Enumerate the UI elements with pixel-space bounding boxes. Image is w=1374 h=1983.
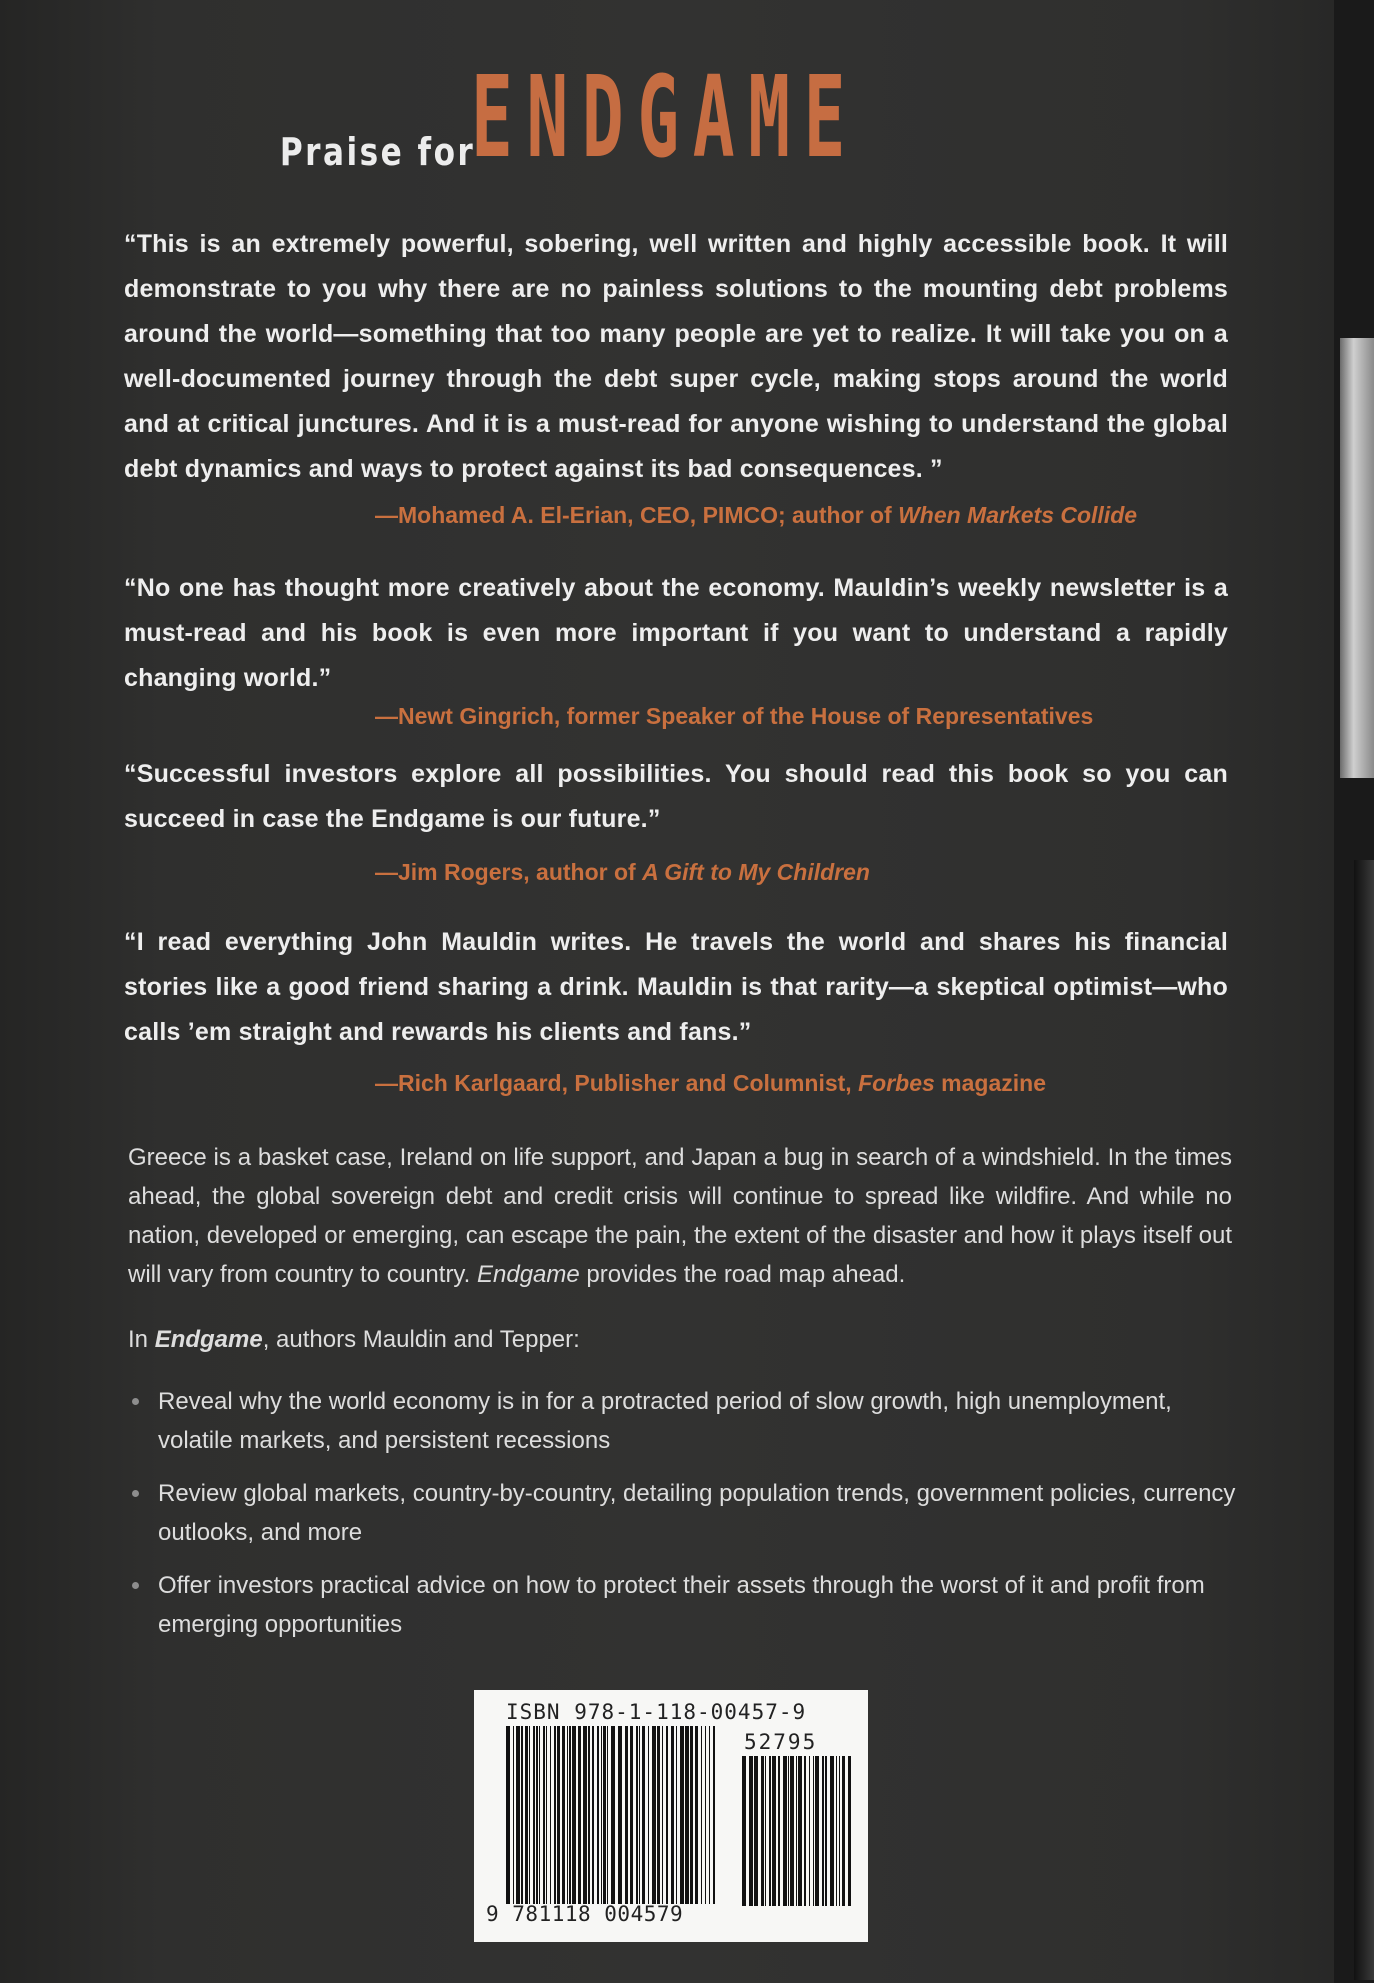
quote-el-erian: “This is an extremely powerful, sobering, well written and highly accessible book. It will demonstrate to you why there are no painless solutions to the mounting debt problems around the world—something that too many people are yet to realize. It will take you on a well-documented journey through the debt super cycle, making stops around the world and at critical junctures. And it is a must-read for anyone wishing to understand the global debt dynamics and ways to protect against its bad consequences. ” <box>124 230 1228 483</box>
barcode-bar <box>676 1726 677 1904</box>
barcode-bar <box>569 1726 571 1904</box>
barcode-bar <box>809 1756 810 1906</box>
barcode-bar <box>543 1726 545 1904</box>
barcode-bar <box>778 1756 780 1906</box>
barcode-bar <box>588 1726 590 1904</box>
barcode-addon-bars-icon <box>742 1756 852 1906</box>
barcode-bar <box>642 1726 645 1904</box>
barcode-bar <box>539 1726 540 1904</box>
barcode-bar <box>836 1756 837 1906</box>
barcode-bar <box>690 1726 693 1904</box>
barcode-bar <box>516 1726 520 1904</box>
barcode-bar <box>822 1756 824 1906</box>
barcode-bar <box>772 1756 776 1906</box>
barcode-bar <box>662 1726 663 1904</box>
barcode-bar <box>842 1756 845 1906</box>
barcode-bar <box>709 1726 710 1904</box>
barcode-bar <box>761 1756 764 1906</box>
barcode-bar <box>815 1756 819 1906</box>
barcode-bar <box>557 1726 560 1904</box>
list-item: Review global markets, country-by-country, detailing population trends, government policies, currency outlooks, and more <box>128 1474 1238 1552</box>
bullet-icon <box>132 1490 139 1497</box>
barcode-bar <box>529 1726 530 1904</box>
quote-gingrich: “No one has thought more creatively about the economy. Mauldin’s weekly newsletter is a must-read and his book is even more important if you want to understand a rapidly changing world.” <box>124 574 1228 692</box>
barcode-bar <box>648 1726 649 1904</box>
quote-karlgaard: “I read everything John Mauldin writes. He travels the world and shares his financial stories like a good friend sharing a drink. Mauldin is that rarity—a skeptical optimist—who calls ’em straight and rewards his clients and fans.” <box>124 928 1228 1046</box>
barcode-digits: 9 781118 004579 <box>486 1902 684 1926</box>
list-item: Reveal why the world economy is in for a protracted period of slow growth, high unemployment, volatile markets, and persistent recessions <box>128 1382 1238 1460</box>
barcode-bar <box>695 1726 698 1904</box>
barcode-bar <box>798 1756 802 1906</box>
barcode-bar <box>567 1726 568 1904</box>
barcode-bar <box>618 1726 622 1904</box>
barcode-bar <box>749 1756 753 1906</box>
praise-for-label: Praise for <box>279 130 476 174</box>
barcode-bar <box>572 1726 576 1904</box>
barcode-bar <box>521 1726 523 1904</box>
barcode-bar <box>652 1726 656 1904</box>
barcode-bar <box>783 1756 787 1906</box>
barcode-bar <box>685 1726 689 1904</box>
attribution-karlgaard: —Rich Karlgaard, Publisher and Columnist, Forbes magazine <box>375 1070 1046 1096</box>
spine-shadow <box>1354 860 1374 1980</box>
barcode-bar <box>525 1726 528 1904</box>
barcode-bar <box>657 1726 660 1904</box>
barcode-bar <box>848 1756 851 1906</box>
barcode-bar <box>639 1726 640 1904</box>
barcode-bar <box>546 1726 547 1904</box>
barcode-bar <box>765 1756 766 1906</box>
barcode-bar <box>705 1726 706 1904</box>
barcode-bar <box>839 1756 840 1906</box>
isbn-label: ISBN 978-1-118-00457-9 <box>506 1700 807 1724</box>
barcode-bar <box>769 1756 771 1906</box>
barcode-bar <box>625 1726 628 1904</box>
barcode-bar <box>825 1756 827 1906</box>
barcode-bar <box>680 1726 684 1904</box>
barcode-bar <box>713 1726 715 1904</box>
barcode-bar <box>742 1756 746 1906</box>
barcode-bar <box>701 1726 702 1904</box>
bullets-intro: In Endgame, authors Mauldin and Tepper: <box>128 1326 580 1353</box>
barcode-bar <box>536 1726 538 1904</box>
spine-highlight <box>1340 338 1374 778</box>
attribution-rogers: —Jim Rogers, author of A Gift to My Children <box>375 859 870 885</box>
attribution-el-erian: —Mohamed A. El-Erian, CEO, PIMCO; author of When Markets Collide <box>375 502 1138 528</box>
price-code: 52795 <box>744 1730 818 1754</box>
attribution-gingrich: —Newt Gingrich, former Speaker of the House of Representatives <box>375 703 1094 729</box>
barcode-bar <box>754 1756 758 1906</box>
barcode-bar <box>601 1726 602 1904</box>
barcode-bar <box>583 1726 587 1904</box>
barcode-bar <box>813 1756 814 1906</box>
barcode-bar <box>603 1726 606 1904</box>
barcode-bar <box>666 1726 668 1904</box>
bullet-icon <box>132 1582 139 1589</box>
barcode-bar <box>788 1756 789 1906</box>
barcode-bar <box>804 1756 806 1906</box>
barcode-bar <box>506 1726 510 1904</box>
praise-heading <box>0 53 1334 183</box>
barcode-bar <box>550 1726 551 1904</box>
list-item: Offer investors practical advice on how to protect their assets through the worst of it and profit from emerging opportunities <box>128 1566 1238 1644</box>
barcode-bar <box>796 1756 797 1906</box>
barcode-bar <box>630 1726 633 1904</box>
barcode-bar <box>671 1726 674 1904</box>
barcode-bar <box>592 1726 594 1904</box>
barcode-bar <box>830 1756 834 1906</box>
feature-list <box>128 1382 1238 1658</box>
barcode-bar <box>790 1756 794 1906</box>
quote-rogers: “Successful investors explore all possibilities. You should read this book so you can succeed in case the Endgame is our future.” <box>124 760 1228 833</box>
barcode-bars-icon <box>506 1726 720 1904</box>
book-title: ENDGAME <box>471 53 860 183</box>
barcode-bar <box>611 1726 615 1904</box>
barcode-bar <box>513 1726 514 1904</box>
barcode-bar <box>562 1726 565 1904</box>
barcode-bar <box>554 1726 556 1904</box>
barcode-bar <box>597 1726 599 1904</box>
barcode-bar <box>533 1726 535 1904</box>
barcode-bar <box>607 1726 608 1904</box>
isbn-barcode <box>474 1690 868 1942</box>
barcode-bar <box>578 1726 581 1904</box>
barcode-bar <box>636 1726 638 1904</box>
description-paragraph: Greece is a basket case, Ireland on life support, and Japan a bug in search of a windshield. In the times ahead, the global sovereign debt and credit crisis will continue to spread like wildfire. And while no nation, developed or emerging, can escape the pain, the extent of the disaster and how it plays itself out will vary from country to country. Endgame provides the road map ahead. <box>128 1144 1232 1288</box>
bullet-icon <box>132 1398 139 1405</box>
